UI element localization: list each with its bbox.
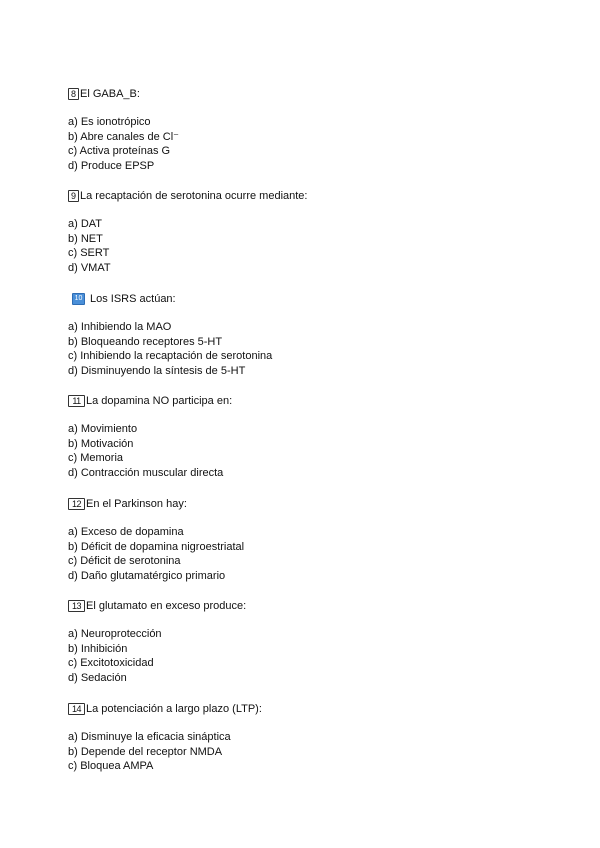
question-8-options: [68, 115, 179, 174]
number-12-badge: 12: [68, 498, 85, 510]
option: b) Abre canales de Cl⁻: [68, 130, 179, 143]
option: c) Inhibiendo la recaptación de serotonina: [68, 350, 273, 363]
option: a) Exceso de dopamina: [68, 526, 184, 538]
question-12-title: En el Parkinson hay:: [86, 498, 187, 510]
option: c) Déficit de serotonina: [68, 555, 181, 568]
option: d) Disminuyendo la síntesis de 5-HT: [68, 365, 246, 378]
option: b) NET: [68, 232, 103, 245]
number-13-badge: 13: [68, 600, 85, 612]
option: c) Memoria: [68, 452, 124, 465]
option: c) Activa proteínas G: [68, 145, 171, 158]
option: b) Motivación: [68, 437, 134, 450]
question-9-title: La recaptación de serotonina ocurre mediante:: [80, 190, 308, 202]
question-8: [68, 87, 179, 174]
number-11-badge: 11: [68, 395, 85, 407]
option: d) VMAT: [68, 262, 111, 275]
question-14: [68, 702, 262, 774]
question-12-options: [68, 525, 244, 584]
option: a) DAT: [68, 218, 103, 230]
question-14-options: [68, 730, 262, 774]
number-9-badge: 9: [68, 190, 79, 202]
option: c) Excitotoxicidad: [68, 657, 154, 670]
option: d) Daño glutamatérgico primario: [68, 570, 226, 583]
option: d) Contracción muscular directa: [68, 467, 224, 480]
option: a) Es ionotrópico: [68, 116, 151, 128]
option: c) Bloquea AMPA: [68, 760, 154, 773]
option: a) Neuroprotección: [68, 628, 162, 640]
option: b) Bloqueando receptores 5-HT: [68, 335, 223, 348]
question-12: [68, 497, 244, 584]
option: a) Disminuye la eficacia sináptica: [68, 731, 231, 743]
question-13-options: [68, 627, 246, 686]
option: d) Produce EPSP: [68, 160, 155, 173]
question-10-options: [68, 320, 272, 379]
option: b) Déficit de dopamina nigroestriatal: [68, 540, 245, 553]
option: b) Depende del receptor NMDA: [68, 745, 223, 758]
option: a) Movimiento: [68, 423, 138, 435]
option: d) Sedación: [68, 672, 127, 685]
question-11-title: La dopamina NO participa en:: [86, 395, 233, 407]
question-13-title: El glutamato en exceso produce:: [86, 600, 247, 612]
question-14-title: La potenciación a largo plazo (LTP):: [86, 703, 262, 715]
number-10-badge: 10: [72, 293, 85, 305]
number-8-badge: 8: [68, 88, 79, 100]
question-11: [68, 394, 232, 481]
question-9: [68, 189, 307, 276]
question-10: [68, 292, 273, 379]
question-8-title: El GABA_B:: [80, 88, 140, 100]
option: a) Inhibiendo la MAO: [68, 321, 172, 333]
option: c) SERT: [68, 247, 110, 260]
question-9-options: [68, 217, 307, 276]
question-13: [68, 599, 246, 686]
number-14-badge: 14: [68, 703, 85, 715]
question-11-options: [68, 422, 232, 481]
question-10-title: Los ISRS actúan:: [90, 293, 176, 305]
option: b) Inhibición: [68, 642, 128, 655]
